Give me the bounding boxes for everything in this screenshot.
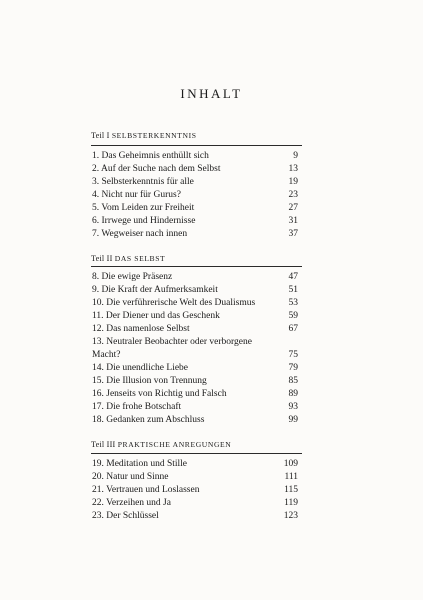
toc-entry[interactable] bbox=[92, 202, 298, 215]
entry-label: 19. Meditation und Stille bbox=[92, 459, 187, 469]
toc-entry[interactable] bbox=[92, 284, 298, 297]
entry-page: 109 bbox=[283, 459, 298, 469]
entry-label: 9. Die Kraft der Aufmerksamkeit bbox=[92, 285, 218, 295]
toc-entry[interactable] bbox=[92, 458, 298, 471]
entry-page: 67 bbox=[288, 324, 298, 334]
entry-label: 3. Selbsterkenntnis für alle bbox=[92, 177, 194, 187]
entry-label: 22. Verzeihen und Ja bbox=[92, 498, 171, 508]
toc-entry[interactable] bbox=[92, 401, 298, 414]
toc-entry[interactable] bbox=[92, 297, 298, 310]
part-prefix: Teil III bbox=[91, 440, 116, 449]
entry-label: 20. Natur und Sinne bbox=[92, 472, 169, 482]
part-heading-1 bbox=[91, 131, 197, 140]
entry-label: 18. Gedanken zum Abschluss bbox=[92, 415, 205, 425]
toc-entry[interactable] bbox=[92, 497, 298, 510]
toc-entry[interactable] bbox=[92, 414, 298, 427]
entry-label: 6. Irrwege und Hindernisse bbox=[92, 216, 196, 226]
toc-entry[interactable] bbox=[92, 484, 298, 497]
part-name: DAS SELBST bbox=[114, 254, 166, 263]
entry-label: 23. Der Schlüssel bbox=[92, 511, 159, 521]
entry-label: 7. Wegweiser nach innen bbox=[92, 229, 188, 239]
toc-entry[interactable] bbox=[92, 375, 298, 388]
entry-page: 59 bbox=[288, 311, 298, 321]
toc-entry[interactable] bbox=[92, 510, 298, 523]
entry-page: 9 bbox=[293, 151, 298, 161]
part-heading-2 bbox=[91, 254, 165, 263]
toc-entry[interactable] bbox=[92, 362, 298, 375]
entry-label: 16. Jenseits von Richtig und Falsch bbox=[92, 389, 227, 399]
entry-page: 51 bbox=[288, 285, 298, 295]
toc-entry[interactable] bbox=[92, 228, 298, 241]
entry-page: 89 bbox=[288, 389, 298, 399]
entry-page: 13 bbox=[288, 164, 298, 174]
part-divider bbox=[91, 145, 302, 146]
entry-label: 10. Die verführerische Welt des Dualismus bbox=[92, 298, 256, 308]
toc-title: INHALT bbox=[180, 86, 243, 101]
part-divider bbox=[91, 266, 302, 267]
entry-label: 5. Vom Leiden zur Freiheit bbox=[92, 203, 195, 213]
part-name: PRAKTISCHE ANREGUNGEN bbox=[117, 440, 232, 449]
part-prefix: Teil I bbox=[91, 131, 110, 140]
toc-entry[interactable] bbox=[92, 163, 298, 176]
entry-page: 99 bbox=[288, 415, 298, 425]
entry-label: 8. Die ewige Präsenz bbox=[92, 272, 173, 282]
entry-label: 2. Auf der Suche nach dem Selbst bbox=[92, 164, 221, 174]
entry-page: 79 bbox=[288, 363, 298, 373]
toc-entry[interactable] bbox=[92, 336, 298, 362]
entry-label: 21. Vertrauen und Loslassen bbox=[92, 485, 200, 495]
entry-page: 53 bbox=[288, 298, 298, 308]
entry-page: 19 bbox=[288, 177, 298, 187]
entry-label: 15. Die Illusion von Trennung bbox=[92, 376, 207, 386]
entry-page: 111 bbox=[284, 472, 298, 482]
toc-entry[interactable] bbox=[92, 471, 298, 484]
part-divider bbox=[91, 453, 302, 454]
part-prefix: Teil II bbox=[91, 254, 113, 263]
entry-page: 85 bbox=[288, 376, 298, 386]
toc-entry[interactable] bbox=[92, 388, 298, 401]
toc-entry[interactable] bbox=[92, 215, 298, 228]
entry-page: 31 bbox=[288, 216, 298, 226]
toc-entry[interactable] bbox=[92, 323, 298, 336]
entry-page: 123 bbox=[283, 511, 298, 521]
entry-page: 23 bbox=[288, 190, 298, 200]
entry-label: 4. Nicht nur für Gurus? bbox=[92, 190, 181, 200]
entry-label: 12. Das namenlose Selbst bbox=[92, 324, 190, 334]
entry-page: 119 bbox=[284, 498, 298, 508]
entry-page: 27 bbox=[288, 203, 298, 213]
toc-entry[interactable] bbox=[92, 176, 298, 189]
entry-label: 13. Neutraler Beobachter oder verborgene Macht? bbox=[92, 337, 252, 360]
entry-page: 93 bbox=[288, 402, 298, 412]
toc-entry[interactable] bbox=[92, 310, 298, 323]
entry-label: 17. Die frohe Botschaft bbox=[92, 402, 182, 412]
entry-label: 14. Die unendliche Liebe bbox=[92, 363, 189, 373]
entry-page: 115 bbox=[284, 485, 298, 495]
entry-page: 75 bbox=[288, 350, 298, 360]
entry-label: 11. Der Diener und das Geschenk bbox=[92, 311, 220, 321]
entry-page: 47 bbox=[288, 272, 298, 282]
part-name: SELBSTERKENNTNIS bbox=[111, 131, 197, 140]
part-heading-3 bbox=[91, 440, 231, 449]
entry-page: 37 bbox=[288, 229, 298, 239]
toc-entry[interactable] bbox=[92, 189, 298, 202]
entry-label: 1. Das Geheimnis enthüllt sich bbox=[92, 151, 209, 161]
toc-entry[interactable] bbox=[92, 271, 298, 284]
toc-entry[interactable] bbox=[92, 150, 298, 163]
